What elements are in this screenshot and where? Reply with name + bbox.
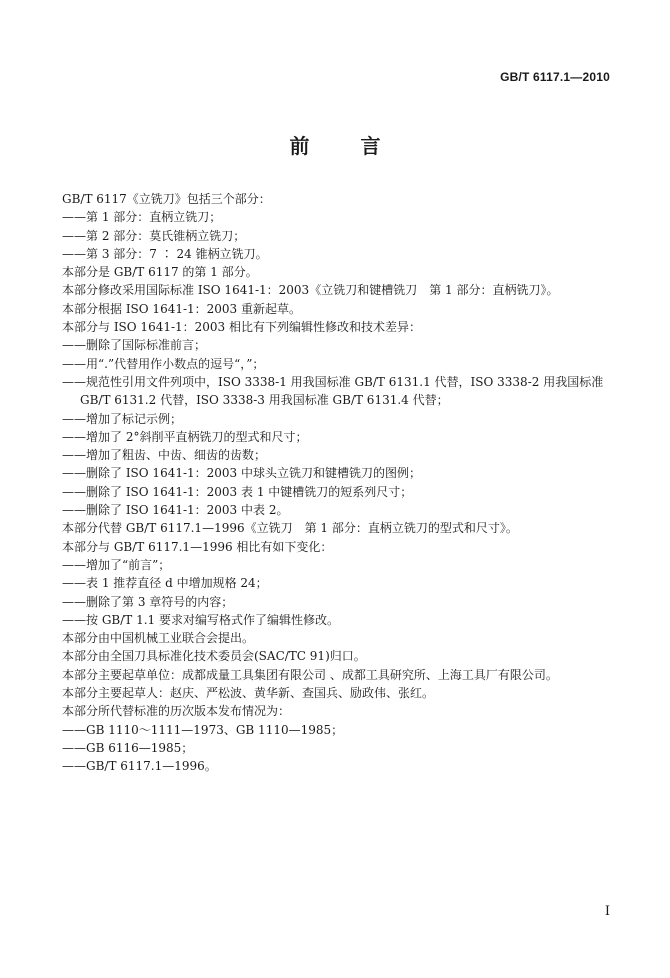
body-line: ——按 GB/T 1.1 要求对编写格式作了编辑性修改。 [62, 612, 339, 627]
body-line: GB/T 6117《立铣刀》包括三个部分： [62, 192, 271, 206]
body-line: 本部分主要起草人：赵庆、严松波、黄华新、查国兵、励政伟、张红。 [62, 686, 435, 701]
body-line: ——GB/T 6117.1—1996。 [62, 759, 217, 774]
body-line: 本部分由全国刀具标准化技术委员会(SAC/TC 91)归口。 [62, 649, 366, 664]
body-line: 本部分修改采用国际标准 ISO 1641-1：2003《立铣刀和键槽铣刀 第 1 部分：直柄铣刀》。 [62, 283, 559, 298]
body-line: 本部分由中国机械工业联合会提出。 [62, 631, 255, 646]
body-line: ——规范性引用文件列项中，ISO 3338-1 用我国标准 GB/T 6131.1 代替，ISO 3338-2 用我国标准 [62, 374, 604, 389]
body-line: GB/T 6131.2 代替，ISO 3338-3 用我国标准 GB/T 6131.4 代替； [80, 393, 449, 408]
body-line: ——GB 1110～1111—1973、GB 1110—1985； [62, 722, 344, 737]
body-line: ——第 1 部分：直柄立铣刀； [62, 210, 222, 225]
body-line: ——删除了国际标准前言； [62, 338, 207, 353]
page-title: 前 言 [289, 134, 403, 158]
body-line: ——删除了 ISO 1641-1：2003 中球头立铣刀和键槽铣刀的图例； [62, 466, 422, 481]
body-line: ——GB 6116—1985； [62, 740, 194, 755]
body-line: 本部分主要起草单位：成都成量工具集团有限公司 、成都工具研究所、上海工具厂有限公司。 [62, 667, 558, 682]
body-line: ——删除了 ISO 1641-1：2003 中表 2。 [62, 503, 289, 518]
body-line: ——删除了 ISO 1641-1：2003 表 1 中键槽铣刀的短系列尺寸； [62, 484, 413, 499]
body-line: 本部分与 ISO 1641-1：2003 相比有下列编辑性修改和技术差异： [62, 320, 422, 335]
body-line: ——增加了 2°斜削平直柄铣刀的型式和尺寸； [62, 429, 308, 444]
body-line: 本部分与 GB/T 6117.1—1996 相比有如下变化： [62, 539, 333, 554]
body-line: 本部分是 GB/T 6117 的第 1 部分。 [62, 265, 258, 280]
standard-code: GB/T 6117.1—2010 [500, 70, 610, 84]
body-line: ——第 2 部分：莫氏锥柄立铣刀； [62, 228, 246, 243]
body-line: 本部分所代替标准的历次版本发布情况为： [62, 704, 291, 719]
body-line: ——用“.”代替用作小数点的逗号“，”； [62, 356, 265, 371]
foreword-body [62, 190, 622, 776]
body-line: ——增加了“前言”； [62, 557, 171, 572]
body-line: ——表 1 推荐直径 d 中增加规格 24； [62, 576, 268, 591]
body-line: ——删除了第 3 章符号的内容； [62, 594, 234, 609]
body-line: 本部分代替 GB/T 6117.1—1996《立铣刀 第 1 部分：直柄立铣刀的型式和尺寸》。 [62, 521, 518, 536]
body-line: ——增加了标记示例； [62, 411, 183, 426]
page-number: I [604, 904, 610, 919]
body-line: ——第 3 部分：7 ∶ 24 锥柄立铣刀。 [62, 246, 268, 261]
body-line: ——增加了粗齿、中齿、细齿的齿数； [62, 448, 267, 463]
body-line: 本部分根据 ISO 1641-1：2003 重新起草。 [62, 301, 302, 316]
